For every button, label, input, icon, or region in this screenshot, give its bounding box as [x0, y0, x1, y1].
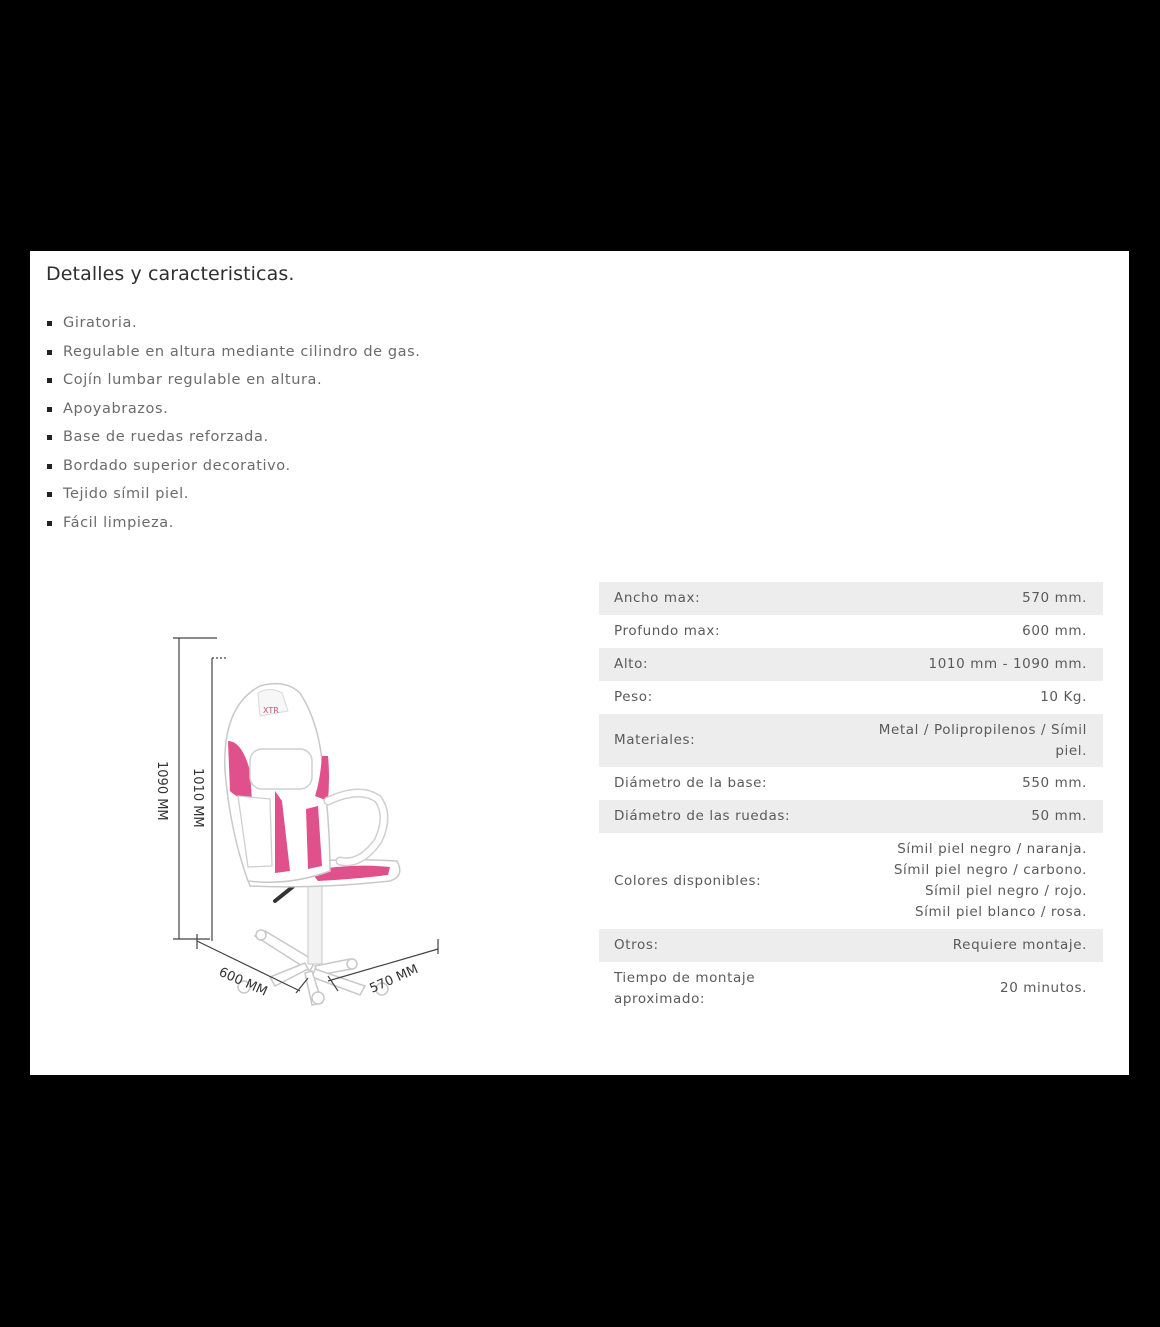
spec-label: Peso:: [614, 689, 653, 705]
seat-height-label: 1010 MM: [190, 768, 205, 828]
table-row: [599, 681, 1103, 714]
spec-value: Requiere montaje.: [952, 937, 1087, 953]
spec-label: Tiempo de montaje aproximado:: [614, 969, 756, 1007]
spec-label: Alto:: [614, 656, 649, 672]
specs-table: [599, 582, 1103, 1015]
total-height-label: 1090 MM: [154, 761, 169, 821]
spec-value: 10 Kg.: [1040, 689, 1087, 705]
spec-value: 600 mm.: [1022, 623, 1087, 639]
bullet-icon: [47, 350, 52, 355]
bullet-icon: [47, 521, 52, 526]
svg-text:XTR: XTR: [263, 706, 279, 715]
details-card: [30, 251, 1129, 1075]
table-row: [599, 582, 1103, 615]
list-item: Cojín lumbar regulable en altura.: [46, 366, 421, 395]
table-row: [599, 833, 1103, 929]
bullet-icon: [47, 321, 52, 326]
spec-value: 50 mm.: [1031, 808, 1087, 824]
width-label: 570 MM: [367, 962, 421, 997]
list-item: Apoyabrazos.: [46, 395, 421, 424]
list-item: Regulable en altura mediante cilindro de gas.: [46, 338, 421, 367]
spec-value: 1010 mm - 1090 mm.: [928, 656, 1087, 672]
spec-label: Otros:: [614, 937, 659, 953]
chair-dimensions-illustration: [60, 631, 480, 1011]
spec-label: Profundo max:: [614, 623, 721, 639]
bullet-icon: [47, 492, 52, 497]
spec-value: 20 minutos.: [1000, 980, 1087, 996]
list-item: Bordado superior decorativo.: [46, 452, 421, 481]
table-row: [599, 648, 1103, 681]
table-row: [599, 767, 1103, 800]
chair-image: [225, 684, 400, 1005]
table-row: [599, 615, 1103, 648]
list-item: Giratoria.: [46, 309, 421, 338]
bullet-icon: [47, 464, 52, 469]
spec-value: Metal / Polipropilenos / Símil piel.: [878, 721, 1087, 759]
bullet-icon: [47, 435, 52, 440]
table-row: [599, 800, 1103, 833]
spec-label: Diámetro de la base:: [614, 775, 768, 791]
spec-value: 570 mm.: [1022, 590, 1087, 606]
table-row: [599, 962, 1103, 1015]
bullet-icon: [47, 407, 52, 412]
depth-label: 600 MM: [216, 964, 270, 1000]
spec-label: Colores disponibles:: [614, 872, 762, 889]
table-row: [599, 929, 1103, 962]
features-list: [46, 309, 421, 537]
list-item: Fácil limpieza.: [46, 509, 421, 538]
list-item: Base de ruedas reforzada.: [46, 423, 421, 452]
bullet-icon: [47, 378, 52, 383]
table-row: [599, 714, 1103, 767]
spec-label: Materiales:: [614, 732, 696, 748]
section-title: Detalles y caracteristicas.: [46, 263, 295, 285]
spec-label: Diámetro de las ruedas:: [614, 808, 791, 824]
spec-value: Símil piel negro / naranja. Símil piel negro / carbono. Símil piel negro / rojo. Símil piel blanco / rosa.: [893, 841, 1087, 920]
spec-label: Ancho max:: [614, 590, 701, 606]
list-item: Tejido símil piel.: [46, 480, 421, 509]
spec-value: 550 mm.: [1022, 775, 1087, 791]
